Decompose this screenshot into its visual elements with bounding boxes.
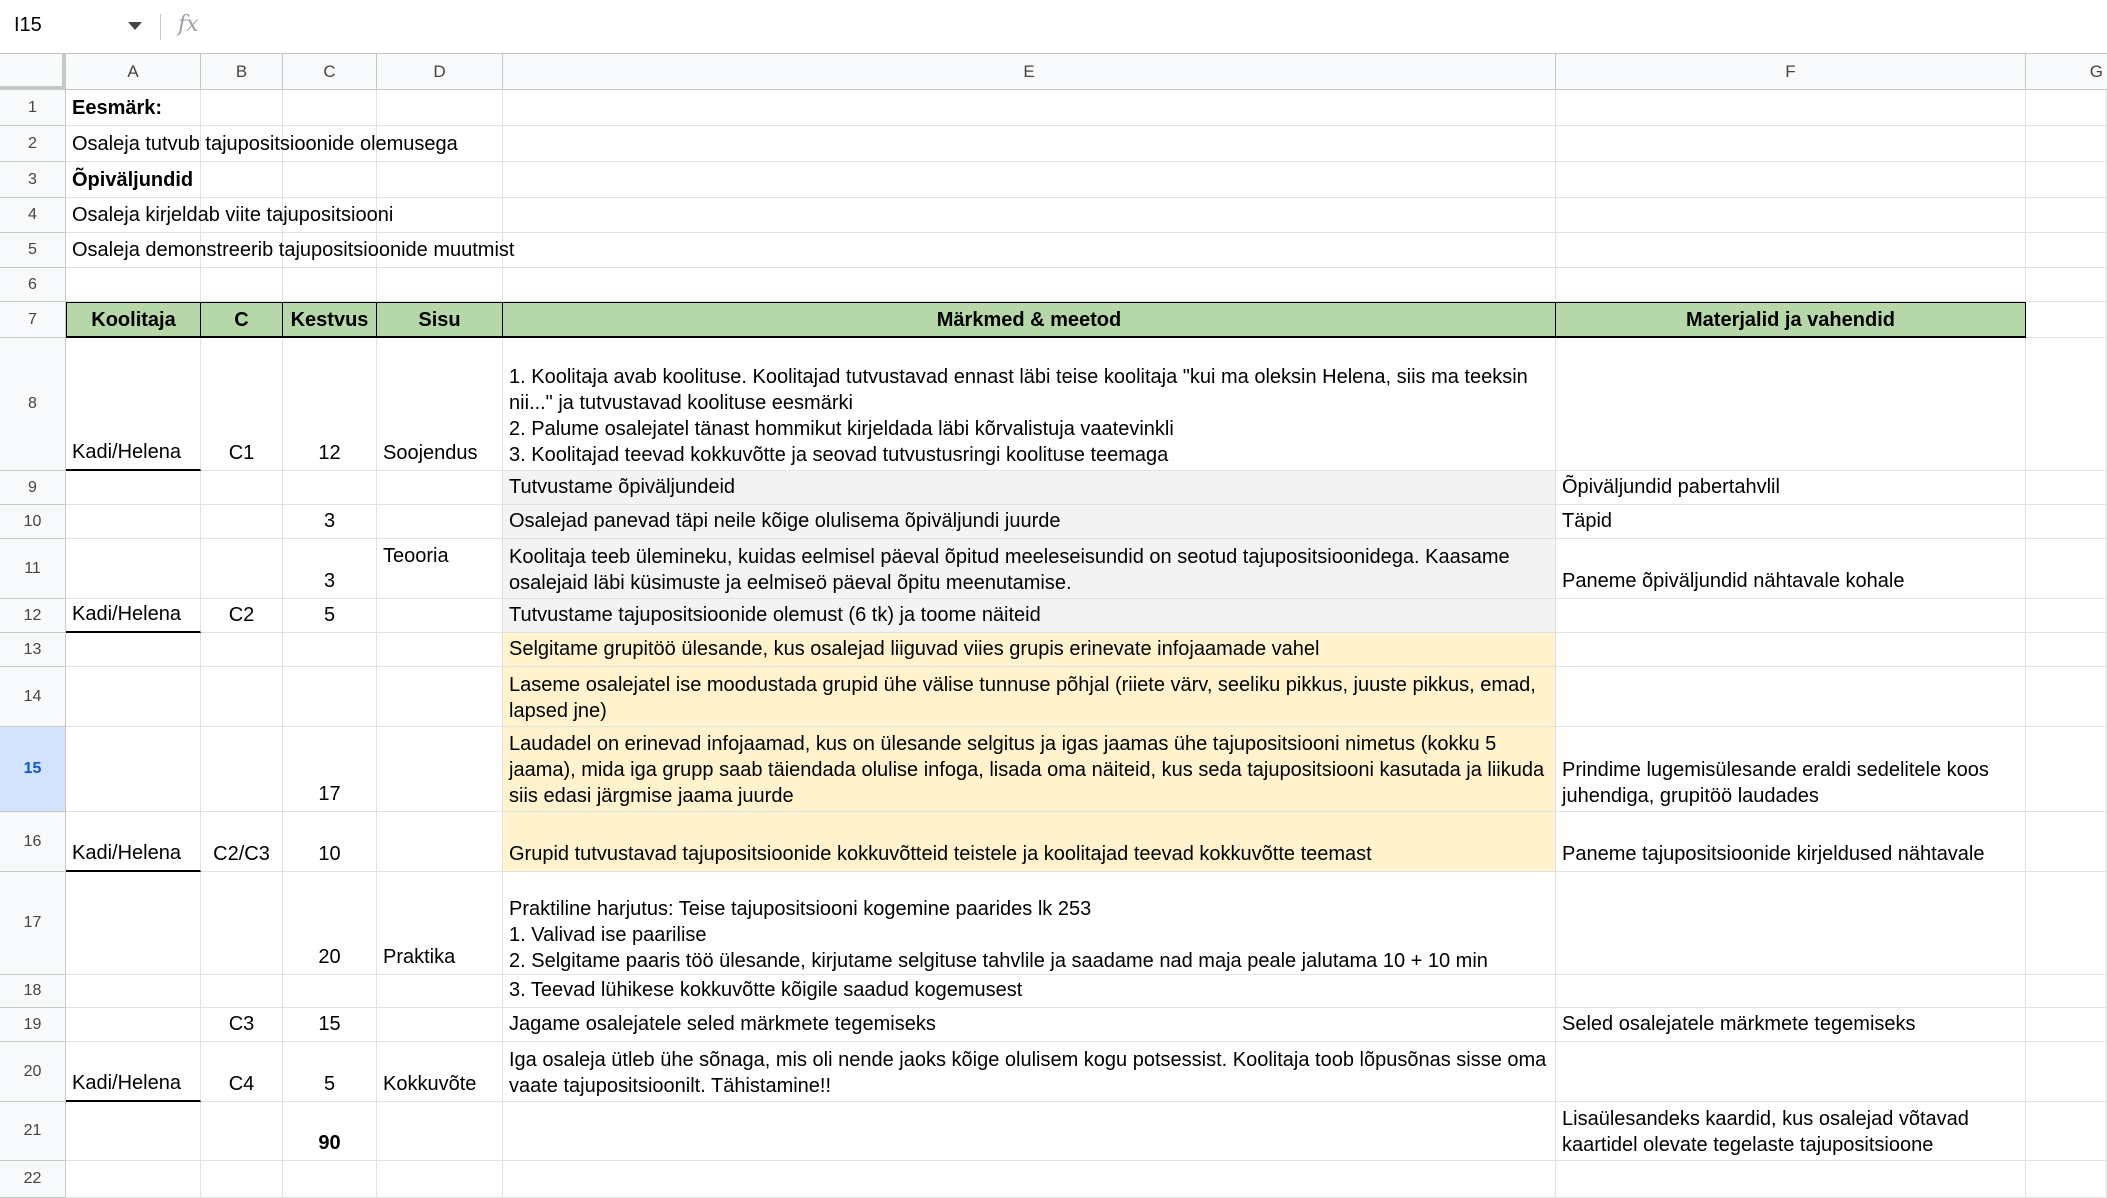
cell-f12[interactable] — [1556, 599, 2026, 633]
cell-d17[interactable]: Praktika — [377, 872, 503, 975]
name-box[interactable]: I15 — [14, 14, 42, 36]
cell-a2[interactable]: Osaleja tutvub tajupositsioonide olemusega — [66, 126, 503, 162]
cell-a4[interactable]: Osaleja kirjeldab viite tajupositsiooni — [66, 198, 503, 233]
grid-cell[interactable] — [2026, 1008, 2107, 1042]
cell-d14[interactable] — [377, 667, 503, 872]
select-all-corner[interactable] — [0, 54, 66, 90]
cell-f15[interactable]: Prindime lugemisülesande eraldi sedelitele koos juhendiga, grupitöö laudades — [1556, 727, 2026, 812]
header-koolitaja[interactable]: Koolitaja — [66, 302, 201, 338]
grid-cell[interactable] — [1556, 90, 2026, 126]
column-header-d[interactable]: D — [377, 54, 503, 90]
grid-cell[interactable] — [377, 268, 503, 302]
column-header-c[interactable]: C — [283, 54, 377, 90]
grid-cell[interactable] — [1556, 126, 2026, 162]
grid-cell[interactable] — [2026, 975, 2107, 1008]
grid-cell[interactable] — [201, 90, 283, 126]
cell-f17[interactable] — [1556, 872, 2026, 975]
cell-a22[interactable] — [66, 1161, 201, 1198]
grid-cell[interactable] — [2026, 302, 2107, 338]
cell-f22[interactable] — [1556, 1161, 2026, 1198]
formula-bar — [0, 0, 2107, 54]
cell-c15[interactable]: 17 — [283, 633, 377, 812]
row-header-6[interactable]: 6 — [0, 268, 66, 302]
cell-f10[interactable]: Täpid — [1556, 505, 2026, 539]
grid-cell[interactable] — [2026, 872, 2107, 975]
row-header-13[interactable]: 13 — [0, 633, 66, 667]
cell-b16[interactable]: C2/C3 — [201, 633, 283, 872]
cell-e12[interactable]: Tutvustame tajupositsioonide olemust (6 tk) ja toome näiteid — [503, 599, 1556, 633]
grid-cell[interactable] — [2026, 233, 2107, 268]
cell-f11[interactable]: Paneme õpiväljundid nähtavale kohale — [1556, 539, 2026, 599]
grid-cell[interactable] — [2026, 1161, 2107, 1198]
grid-cell[interactable] — [2026, 162, 2107, 198]
fx-icon: fx — [178, 12, 199, 37]
header-markmed[interactable]: Märkmed & meetod — [503, 302, 1556, 338]
cell-f20[interactable] — [1556, 1042, 2026, 1102]
cell-d20[interactable]: Kokkuvõte — [377, 1042, 503, 1102]
row-header-14[interactable]: 14 — [0, 667, 66, 727]
grid-cell[interactable] — [2026, 1102, 2107, 1161]
cell-c19[interactable]: 15 — [283, 975, 377, 1042]
cell-c21-total[interactable]: 90 — [283, 1102, 377, 1161]
formula-bar-divider — [160, 14, 161, 40]
column-header-g[interactable]: G — [2026, 54, 2107, 90]
grid-cell[interactable] — [66, 268, 201, 302]
cell-e14[interactable]: Laseme osalejatel ise moodustada grupid ühe välise tunnuse põhjal (riiete värv, seeliku pikkus, juuste pikkus, emad, lapsed jne) — [503, 667, 1556, 727]
cell-e19[interactable]: Jagame osalejatele seled märkmete tegemiseks — [503, 1008, 1556, 1042]
row-header-21[interactable]: 21 — [0, 1102, 66, 1161]
row-header-20[interactable]: 20 — [0, 1042, 66, 1102]
cell-e17[interactable]: Praktiline harjutus: Teise tajupositsiooni kogemine paarides lk 253 1. Valivad ise paarilise 2. Selgitame paaris töö ülesande, kirjutame selgituse tahvlile ja saadame nad maja peale jalutama 10 + 10 min — [503, 872, 1556, 975]
cell-d11[interactable]: Teooria — [377, 471, 503, 633]
grid-cell[interactable] — [2026, 90, 2107, 126]
cell-d21[interactable] — [377, 1102, 503, 1161]
chevron-down-icon[interactable] — [128, 22, 142, 30]
grid-cell[interactable] — [503, 233, 1556, 268]
cell-c8[interactable]: 12 — [283, 338, 377, 471]
grid-cell[interactable] — [283, 162, 377, 198]
cell-e13[interactable]: Selgitame grupitöö ülesande, kus osalejad liiguvad viies grupis erinevate infojaamade vahel — [503, 633, 1556, 667]
row-header-11[interactable]: 11 — [0, 539, 66, 599]
cell-d18[interactable] — [377, 975, 503, 1042]
grid-cell[interactable] — [2026, 812, 2107, 872]
cell-a8[interactable]: Kadi/Helena — [66, 338, 201, 471]
cell-b21[interactable] — [201, 1102, 283, 1161]
row-header-18[interactable]: 18 — [0, 975, 66, 1008]
grid-cell[interactable] — [2026, 1042, 2107, 1102]
cell-b22[interactable] — [201, 1161, 283, 1198]
cell-c10[interactable]: 3 — [283, 505, 377, 539]
column-header-a[interactable]: A — [66, 54, 201, 90]
cell-c22[interactable] — [283, 1161, 377, 1198]
grid-cell[interactable] — [1556, 162, 2026, 198]
cell-b9[interactable] — [201, 471, 283, 505]
grid-cell[interactable] — [2026, 126, 2107, 162]
cell-a5[interactable]: Osaleja demonstreerib tajupositsioonide muutmist — [66, 233, 503, 268]
grid-cell[interactable] — [2026, 338, 2107, 471]
cell-b20[interactable]: C4 — [201, 1042, 283, 1102]
cell-c20[interactable]: 5 — [283, 1042, 377, 1102]
cell-d22[interactable] — [377, 1161, 503, 1198]
cell-e20[interactable]: Iga osaleja ütleb ühe sõnaga, mis oli nende jaoks kõige olulisem kogu potsessist. Koolitaja toob lõpusõnas sisse oma vaate tajupositsioonilt. Tähistamine!! — [503, 1042, 1556, 1102]
grid-cell[interactable] — [1556, 198, 2026, 233]
cell-e21[interactable] — [503, 1102, 1556, 1161]
grid-cell[interactable] — [283, 268, 377, 302]
cell-e9[interactable]: Tutvustame õpiväljundeid — [503, 471, 1556, 505]
header-kestvus[interactable]: Kestvus — [283, 302, 377, 338]
grid-cell[interactable] — [2026, 599, 2107, 633]
grid-cell[interactable] — [503, 198, 1556, 233]
cell-a12[interactable]: Kadi/Helena — [66, 471, 201, 633]
column-header-e[interactable]: E — [503, 54, 1556, 90]
row-header-10[interactable]: 10 — [0, 505, 66, 539]
grid-cell[interactable] — [503, 268, 1556, 302]
row-header-5[interactable]: 5 — [0, 233, 66, 268]
cell-f18[interactable] — [1556, 975, 2026, 1008]
cell-e11[interactable]: Koolitaja teeb ülemineku, kuidas eelmisel päeval õpitud meeleseisundid on seotud tajupositsioonidega. Kaasame osalejaid läbi küsimuste ja eelmiseö päeval õpitu meenutamise. — [503, 539, 1556, 599]
cell-c16[interactable]: 10 — [283, 812, 377, 872]
header-sisu[interactable]: Sisu — [377, 302, 503, 338]
cell-e18[interactable]: 3. Teevad lühikese kokkuvõtte kõigile saadud kogemusest — [503, 975, 1556, 1008]
grid-cell[interactable] — [1556, 268, 2026, 302]
column-header-b[interactable]: B — [201, 54, 283, 90]
row-header-4[interactable]: 4 — [0, 198, 66, 233]
row-header-16[interactable]: 16 — [0, 812, 66, 872]
cell-a16[interactable]: Kadi/Helena — [66, 633, 201, 872]
row-header-1[interactable]: 1 — [0, 90, 66, 126]
grid-cell[interactable] — [201, 162, 283, 198]
cell-f13[interactable] — [1556, 633, 2026, 667]
cell-b12[interactable]: C2 — [201, 505, 283, 633]
cell-c9[interactable] — [283, 471, 377, 505]
grid-cell[interactable] — [503, 126, 1556, 162]
grid-cell[interactable] — [2026, 471, 2107, 505]
cell-e15[interactable]: Laudadel on erinevad infojaamad, kus on ülesande selgitus ja igas jaamas ühe tajupositsiooni nimetus (kokku 5 jaama), mida iga grupp saab täiendada olulise infoga, lisada oma näiteid, kus seda tajupositsiooni kasutada ja liikuda siis edasi järgmise jaama juurde — [503, 727, 1556, 812]
grid-cell[interactable] — [201, 268, 283, 302]
row-header-7[interactable]: 7 — [0, 302, 66, 338]
grid-cell[interactable] — [2026, 198, 2107, 233]
row-header-9[interactable]: 9 — [0, 471, 66, 505]
cell-c17[interactable]: 20 — [283, 872, 377, 975]
cell-d13[interactable] — [377, 633, 503, 667]
cell-f14[interactable] — [1556, 667, 2026, 727]
grid-cell[interactable] — [1556, 233, 2026, 268]
cell-a20[interactable]: Kadi/Helena — [66, 872, 201, 1102]
header-materjalid[interactable]: Materjalid ja vahendid — [1556, 302, 2026, 338]
grid-cell[interactable] — [2026, 633, 2107, 667]
grid-cell[interactable] — [2026, 268, 2107, 302]
cell-b8[interactable]: C1 — [201, 338, 283, 471]
cell-a1[interactable]: Eesmärk: — [66, 90, 201, 126]
grid-cell[interactable] — [377, 162, 503, 198]
cell-c12[interactable]: 5 — [283, 599, 377, 633]
cell-e10[interactable]: Osalejad panevad täpi neile kõige olulisema õpiväljundi juurde — [503, 505, 1556, 539]
grid-cell[interactable] — [2026, 727, 2107, 812]
grid-cell[interactable] — [377, 90, 503, 126]
cell-a21[interactable] — [66, 1102, 201, 1161]
cell-f16[interactable]: Paneme tajupositsioonide kirjeldused nähtavale — [1556, 812, 2026, 872]
header-c[interactable]: C — [201, 302, 283, 338]
row-header-2[interactable]: 2 — [0, 126, 66, 162]
grid-cell[interactable] — [283, 90, 377, 126]
row-header-19[interactable]: 19 — [0, 1008, 66, 1042]
row-header-22[interactable]: 22 — [0, 1161, 66, 1198]
row-header-8[interactable]: 8 — [0, 338, 66, 471]
row-header-17[interactable]: 17 — [0, 872, 66, 975]
grid-cell[interactable] — [503, 90, 1556, 126]
cell-e22[interactable] — [503, 1161, 1556, 1198]
column-header-f[interactable]: F — [1556, 54, 2026, 90]
cell-e16[interactable]: Grupid tutvustavad tajupositsioonide kokkuvõtteid teistele ja koolitajad teevad kokkuvõtte teemast — [503, 812, 1556, 872]
cell-c11[interactable]: 3 — [283, 539, 377, 599]
cell-f19[interactable]: Seled osalejatele märkmete tegemiseks — [1556, 1008, 2026, 1042]
grid-cell[interactable] — [2026, 539, 2107, 599]
cell-a3[interactable]: Õpiväljundid — [66, 162, 201, 198]
cell-f9[interactable]: Õpiväljundid pabertahvlil — [1556, 471, 2026, 505]
cell-f8[interactable] — [1556, 338, 2026, 471]
cell-e8[interactable]: 1. Koolitaja avab koolituse. Koolitajad tutvustavad ennast läbi teise koolitaja "kui ma oleksin Helena, siis ma teeksin nii..." ja tutvustavad koolituse eesmärki 2. Palume osalejatel tänast hommikut kirjeldada läbi kõrvalistuja vaatevinkli 3. Koolitajad teevad kokkuvõtte ja seovad tutvustusringi koolituse teemaga — [503, 338, 1556, 471]
grid-cell[interactable] — [503, 162, 1556, 198]
cell-d8[interactable]: Soojendus — [377, 338, 503, 471]
grid-cell[interactable] — [2026, 667, 2107, 727]
row-header-12[interactable]: 12 — [0, 599, 66, 633]
row-header-3[interactable]: 3 — [0, 162, 66, 198]
cell-f21[interactable]: Lisaülesandeks kaardid, kus osalejad võtavad kaartidel olevate tegelaste tajupositsioone — [1556, 1102, 2026, 1161]
row-header-15[interactable]: 15 — [0, 727, 66, 812]
cell-b19[interactable]: C3 — [201, 872, 283, 1042]
grid-cell[interactable] — [2026, 505, 2107, 539]
